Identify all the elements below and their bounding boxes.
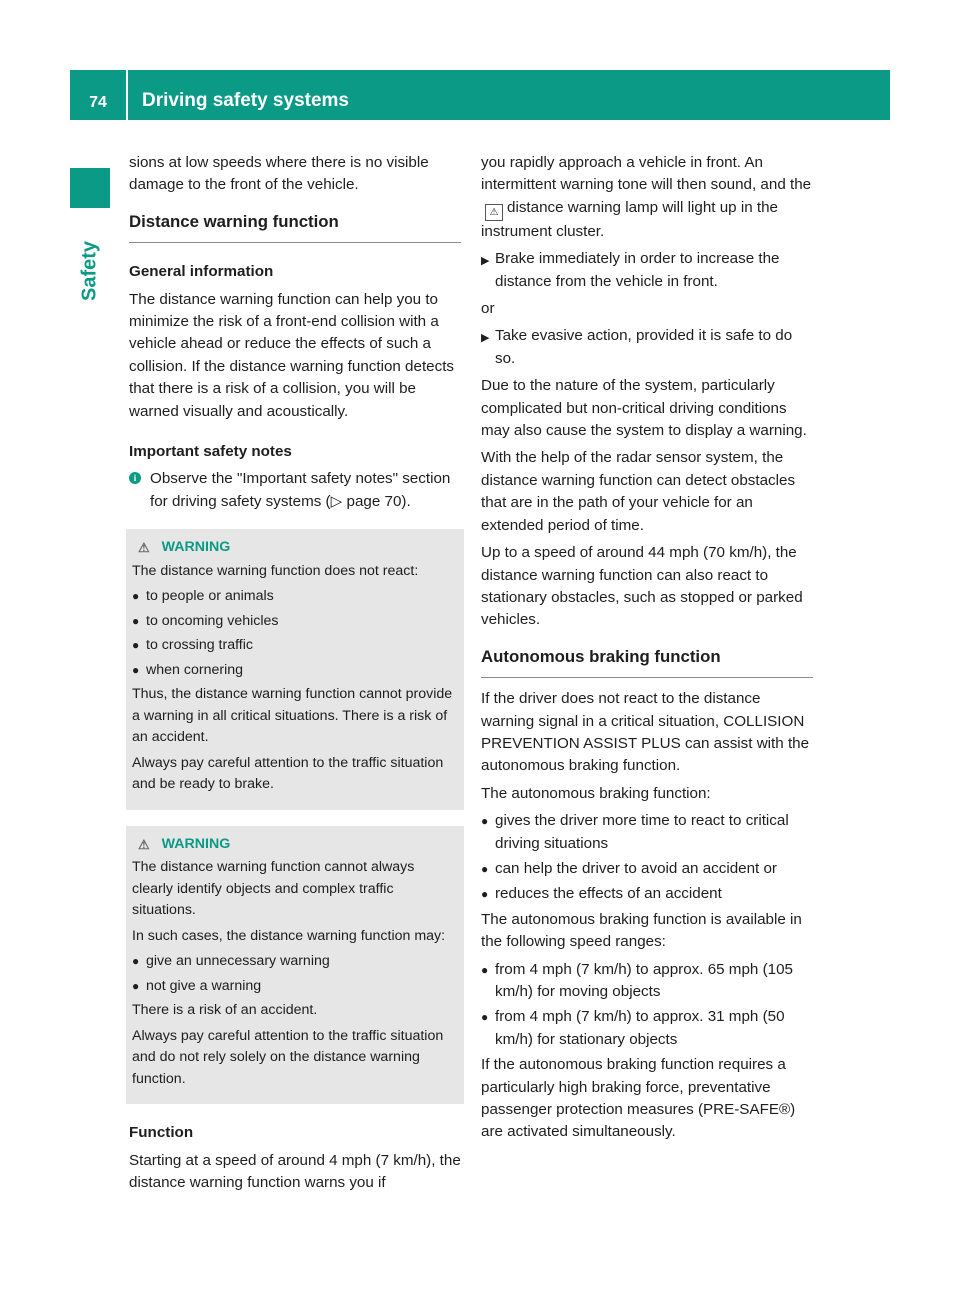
section-tab: Safety: [78, 240, 101, 302]
warning-title: WARNING: [161, 539, 231, 556]
warning-icon: ⚠: [138, 836, 150, 852]
paragraph: or: [481, 300, 495, 318]
list-item: ● reduces the effects of an accident: [481, 883, 813, 905]
right-column: [481, 152, 813, 1149]
subheading: General information: [129, 263, 274, 281]
page-number: 74: [89, 94, 107, 111]
paragraph: Starting at a speed of around 4 mph (7 km/h), the distance warning function warns you if: [129, 1151, 461, 1192]
warning-title: WARNING: [161, 835, 231, 852]
list-item: ● gives the driver more time to react to critical driving situations: [481, 810, 813, 855]
bullet-icon: ●: [132, 978, 140, 993]
left-column: [129, 152, 461, 1200]
list-item: ● from 4 mph (7 km/h) to approx. 31 mph (50 km/h) for stationary objects: [481, 1006, 813, 1051]
list-item: ● not give a warning: [132, 976, 458, 998]
bullet-icon: ●: [132, 589, 140, 604]
paragraph: If the driver does not react to the distance warning signal in a critical situation, COLLISION PREVENTION ASSIST PLUS can assist with the autonomous braking function.: [481, 690, 810, 775]
action-step: ▶ Take evasive action, provided it is safe to do so.: [481, 325, 813, 370]
paragraph: Up to a speed of around 44 mph (70 km/h), the distance warning function can also react to stationary obstacles, such as stopped or parked vehicles.: [481, 544, 803, 629]
section-tab-marker: [70, 168, 110, 208]
subheading: Important safety notes: [129, 443, 292, 461]
list-item: ● to people or animals: [132, 586, 458, 608]
paragraph: The autonomous braking function is available in the following speed ranges:: [481, 910, 802, 951]
paragraph: sions at low speeds where there is no visible damage to the front of the vehicle.: [129, 154, 429, 194]
distance-warning-lamp-icon: ⚠: [485, 204, 503, 221]
arrow-icon: ▶: [481, 332, 490, 345]
list-item: ● to oncoming vehicles: [132, 611, 458, 633]
warning-text: Always pay careful attention to the traffic situation and be ready to brake.: [132, 754, 444, 793]
warning-text: Thus, the distance warning function cannot provide a warning in all critical situations. There is a risk of an accident.: [132, 686, 453, 746]
list-item: ● to crossing traffic: [132, 635, 458, 657]
paragraph: Due to the nature of the system, particularly complicated but non-critical driving conditions may also cause the system to display a warning.: [481, 377, 807, 440]
bullet-icon: ●: [481, 1010, 489, 1025]
list-item: ● when cornering: [132, 660, 458, 682]
list-item: ● give an unnecessary warning: [132, 951, 458, 973]
bullet-icon: ●: [481, 887, 489, 902]
warning-text: There is a risk of an accident.: [132, 1002, 318, 1019]
info-text: Observe the "Important safety notes" section for driving safety systems (▷ page 70).: [150, 470, 451, 510]
warning-text: Always pay careful attention to the traffic situation and do not rely solely on the distance warning function.: [132, 1027, 444, 1087]
list-item: ● from 4 mph (7 km/h) to approx. 65 mph (105 km/h) for moving objects: [481, 959, 813, 1004]
warning-text: In such cases, the distance warning function may:: [132, 927, 446, 944]
warning-text: The distance warning function does not react:: [132, 562, 419, 579]
bullet-icon: ●: [132, 638, 140, 653]
warning-box: [126, 529, 464, 810]
info-note: [129, 468, 461, 513]
bullet-icon: ●: [132, 662, 140, 677]
info-icon: i: [129, 472, 141, 484]
warning-icon: ⚠: [138, 540, 150, 556]
arrow-icon: ▶: [481, 255, 490, 268]
paragraph: you rapidly approach a vehicle in front. An intermittent warning tone will then sound, and the⚠ distance warning lamp will light up in the instrument cluster.: [481, 154, 812, 240]
paragraph: With the help of the radar sensor system, the distance warning function can detect obstacles that are in the path of your vehicle for an extended period of time.: [481, 449, 796, 534]
section-heading: Distance warning function: [129, 211, 461, 243]
bullet-icon: ●: [132, 954, 140, 969]
warning-box: [126, 826, 464, 1105]
list-item: ● can help the driver to avoid an accident or: [481, 858, 813, 880]
bullet-icon: ●: [481, 861, 489, 876]
subheading: Function: [129, 1124, 194, 1142]
paragraph: The autonomous braking function:: [481, 784, 711, 802]
section-heading: Autonomous braking function: [481, 646, 813, 678]
bullet-icon: ●: [481, 962, 489, 977]
warning-text: The distance warning function cannot always clearly identify objects and complex traffic situations.: [132, 859, 415, 919]
header-divider: [126, 70, 128, 120]
paragraph: If the autonomous braking function requires a particularly high braking force, preventative passenger protection measures (PRE-SAFE®) are activated simultaneously.: [481, 1056, 796, 1141]
page-title: Driving safety systems: [142, 90, 349, 111]
bullet-icon: ●: [132, 613, 140, 628]
paragraph: The distance warning function can help you to minimize the risk of a front-end collision with a vehicle ahead or reduce the effects of such a collision. If the distance warning function detects that there is a risk of a collision, you will be warned visually and acoustically.: [129, 290, 455, 420]
action-step: ▶ Brake immediately in order to increase the distance from the vehicle in front.: [481, 248, 813, 293]
bullet-icon: ●: [481, 814, 489, 829]
